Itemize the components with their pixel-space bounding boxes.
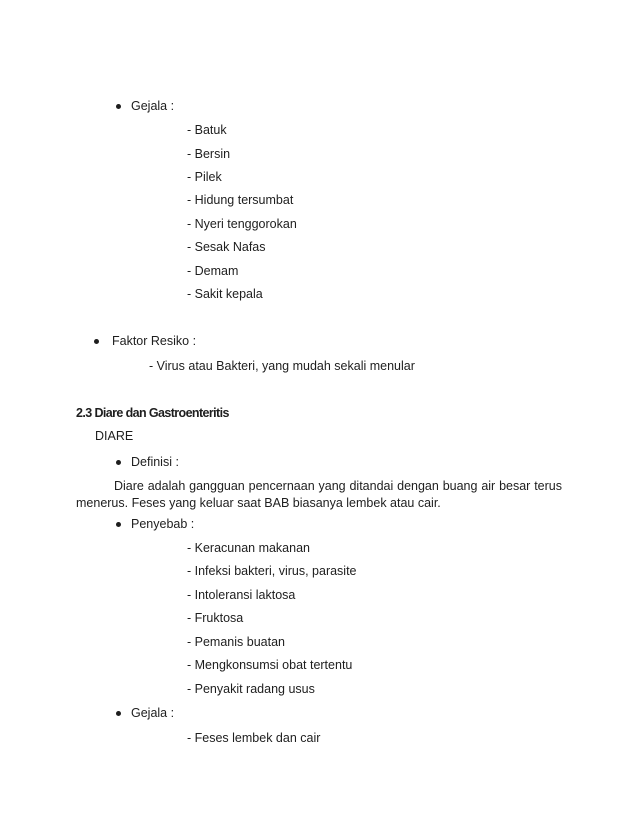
list-item: - Sesak Nafas xyxy=(187,240,266,254)
gejala-label: Gejala : xyxy=(131,706,175,720)
list-item: - Virus atau Bakteri, yang mudah sekali menular xyxy=(149,359,415,373)
bullet-icon xyxy=(116,460,121,465)
list-item: - Intoleransi laktosa xyxy=(187,588,296,602)
bullet-icon xyxy=(116,104,121,109)
list-item: - Pilek xyxy=(187,170,222,184)
bullet-icon xyxy=(116,711,121,716)
list-item: - Sakit kepala xyxy=(187,287,263,301)
list-item: - Penyakit radang usus xyxy=(187,682,315,696)
list-item: - Nyeri tenggorokan xyxy=(187,217,297,231)
subheading: DIARE xyxy=(95,429,134,443)
list-item: - Bersin xyxy=(187,147,231,161)
list-item: - Infeksi bakteri, virus, parasite xyxy=(187,564,357,578)
penyebab-label: Penyebab : xyxy=(131,517,195,531)
bullet-icon xyxy=(116,522,121,527)
list-item: - Keracunan makanan xyxy=(187,541,310,555)
list-item: - Batuk xyxy=(187,123,227,137)
list-item: - Mengkonsumsi obat tertentu xyxy=(187,658,353,672)
definisi-paragraph: Diare adalah gangguan pencernaan yang ditandai dengan buang air besar terus menerus. Feses yang keluar saat BAB biasanya lembek atau cair. xyxy=(76,479,562,510)
faktor-resiko-label: Faktor Resiko : xyxy=(112,334,197,348)
list-item: - Fruktosa xyxy=(187,611,244,625)
section-heading: 2.3 Diare dan Gastroenteritis xyxy=(76,406,229,420)
list-item: - Hidung tersumbat xyxy=(187,193,294,207)
list-item: - Feses lembek dan cair xyxy=(187,731,321,745)
gejala-label: Gejala : xyxy=(131,99,175,113)
bullet-icon xyxy=(94,339,99,344)
list-item: - Pemanis buatan xyxy=(187,635,285,649)
definisi-label: Definisi : xyxy=(131,455,179,469)
list-item: - Demam xyxy=(187,264,239,278)
